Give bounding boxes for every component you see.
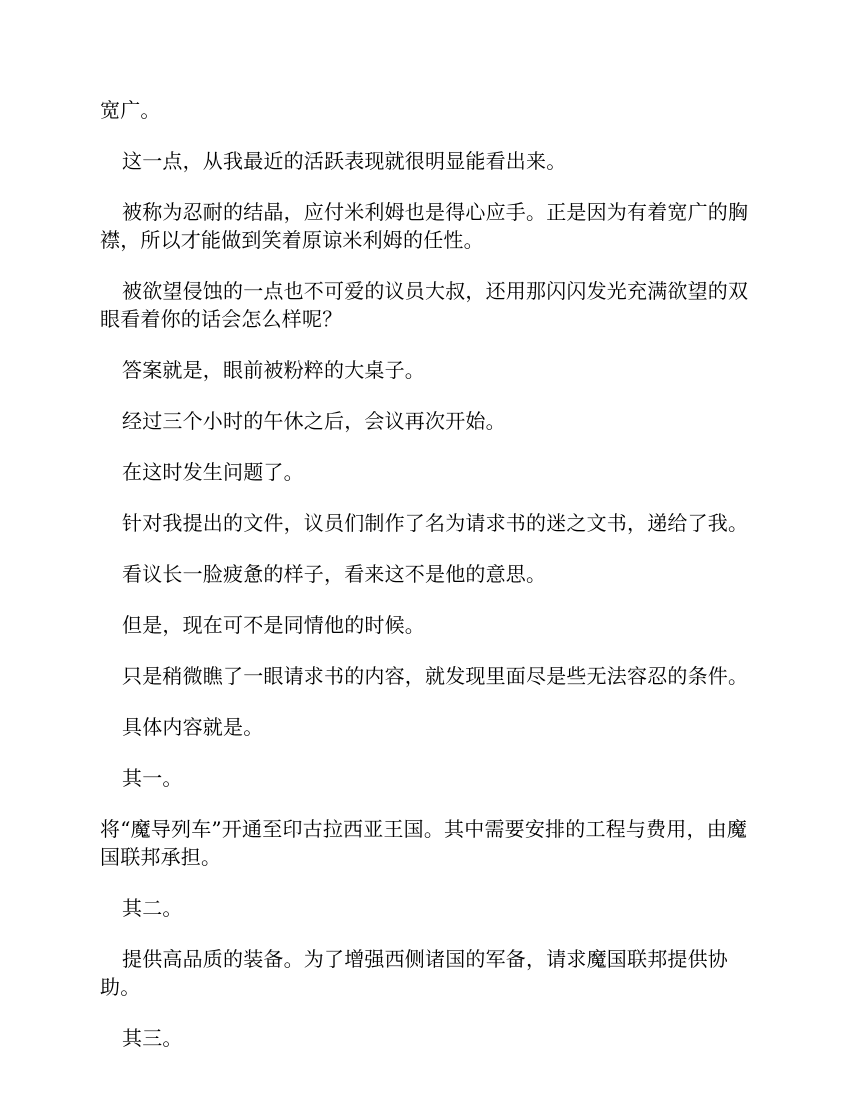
paragraph: 经过三个小时的午休之后，会议再次开始。 (122, 409, 506, 433)
paragraph: 答案就是，眼前被粉粹的大桌子。 (122, 358, 425, 382)
body-text (100, 96, 750, 1075)
paragraph: 针对我提出的文件，议员们制作了名为请求书的迷之文书，递给了我。 (122, 511, 749, 535)
paragraph: 被欲望侵蚀的一点也不可爱的议员大叔，还用那闪闪发光充满欲望的双眼看着你的话会怎么样呢？ (100, 279, 749, 331)
paragraph: 但是，现在可不是同情他的时候。 (122, 613, 425, 637)
paragraph: 其二。 (122, 896, 183, 920)
paragraph: 在这时发生问题了。 (122, 460, 304, 484)
paragraph: 具体内容就是。 (122, 715, 264, 739)
paragraph: 提供高品质的装备。为了增强西侧诸国的军备，请求魔国联邦提供协助。 (100, 947, 728, 999)
paragraph: 其一。 (122, 766, 183, 790)
paragraph: 看议长一脸疲惫的样子，看来这不是他的意思。 (122, 562, 547, 586)
paragraph: 这一点，从我最近的活跃表现就很明显能看出来。 (122, 149, 567, 173)
paragraph: 宽广。 (100, 98, 161, 122)
paragraph: 只是稍微瞧了一眼请求书的内容，就发现里面尽是些无法容忍的条件。 (122, 664, 749, 688)
paragraph: 被称为忍耐的结晶，应付米利姆也是得心应手。正是因为有着宽广的胸襟，所以才能做到笑着原谅米利姆的任性。 (100, 200, 749, 252)
paragraph: 将“魔导列车”开通至印古拉西亚王国。其中需要安排的工程与费用，由魔国联邦承担。 (100, 817, 748, 869)
paragraph: 其三。 (122, 1026, 183, 1050)
